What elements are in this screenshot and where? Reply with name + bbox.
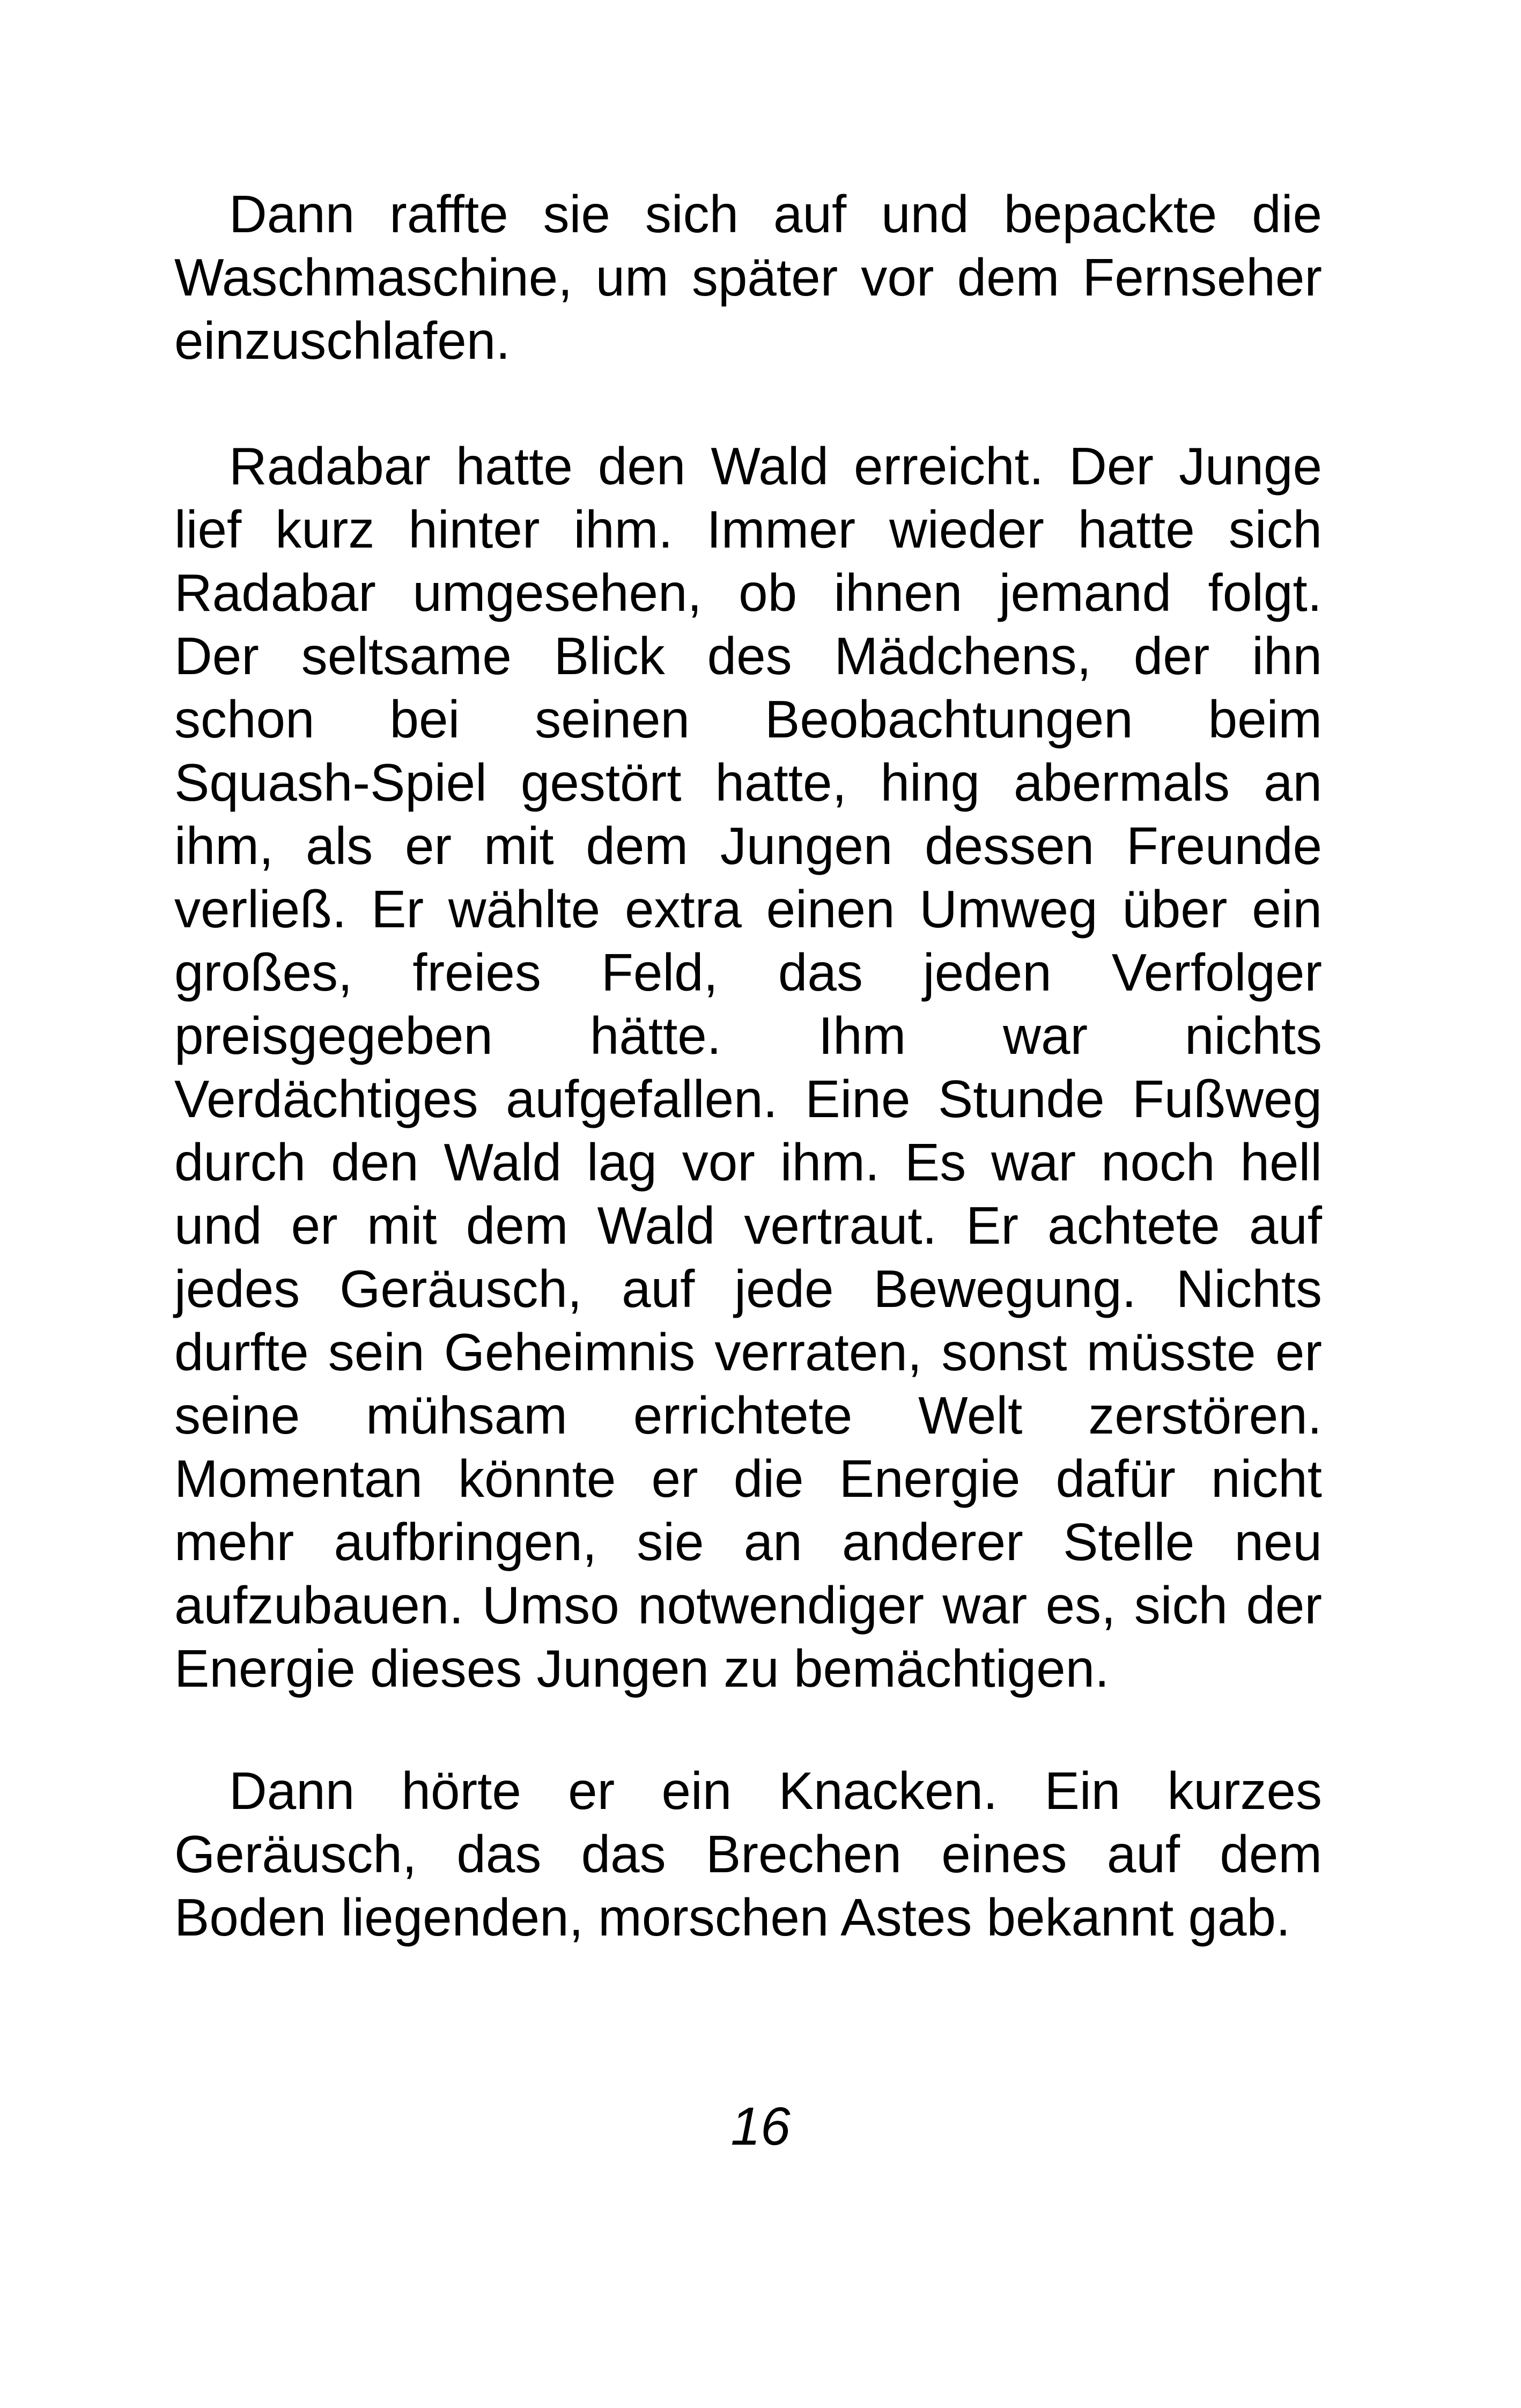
text-line: seine mühsam errichtete Welt zerstören. (174, 1386, 1322, 1445)
page-number: 16 (730, 2096, 791, 2156)
text-line: lief kurz hinter ihm. Immer wieder hatte sich (174, 500, 1322, 559)
text-line: Verdächtiges aufgefallen. Eine Stunde Fußweg (174, 1069, 1322, 1128)
text-line: Der seltsame Blick des Mädchens, der ihn (174, 626, 1322, 685)
text-line: preisgegeben hätte. Ihm war nichts (174, 1006, 1322, 1065)
text-line: durch den Wald lag vor ihm. Es war noch hell (174, 1133, 1322, 1192)
text-line: verließ. Er wählte extra einen Umweg über ein (174, 880, 1322, 939)
text-line: durfte sein Geheimnis verraten, sonst müsste er (174, 1323, 1322, 1382)
text-line: Radabar hatte den Wald erreicht. Der Junge (229, 437, 1322, 496)
text-line: jedes Geräusch, auf jede Bewegung. Nichts (174, 1259, 1322, 1318)
text-line: Boden liegenden, morschen Astes bekannt gab. (174, 1888, 1291, 1947)
paragraph-1 (174, 182, 1322, 372)
text-line: Waschmaschine, um später vor dem Fernseher (174, 248, 1322, 307)
paragraph-2 (174, 434, 1322, 1700)
text-line: aufzubauen. Umso notwendiger war es, sich der (174, 1576, 1322, 1635)
text-line: mehr aufbringen, sie an anderer Stelle neu (174, 1512, 1322, 1571)
text-line: Dann raffte sie sich auf und bepackte die (229, 184, 1322, 243)
paragraph-3 (174, 1759, 1322, 1949)
text-line: einzuschlafen. (174, 311, 511, 370)
text-line: und er mit dem Wald vertraut. Er achtete auf (174, 1196, 1322, 1255)
text-line: großes, freies Feld, das jeden Verfolger (174, 943, 1322, 1002)
text-line: Energie dieses Jungen zu bemächtigen. (174, 1639, 1110, 1698)
text-line: Momentan könnte er die Energie dafür nicht (174, 1449, 1322, 1508)
text-line: ihm, als er mit dem Jungen dessen Freunde (174, 816, 1322, 875)
text-line: Dann hörte er ein Knacken. Ein kurzes (229, 1761, 1322, 1820)
text-line: Radabar umgesehen, ob ihnen jemand folgt. (174, 563, 1322, 622)
text-line: Geräusch, das das Brechen eines auf dem (174, 1825, 1322, 1883)
text-line: schon bei seinen Beobachtungen beim (174, 690, 1322, 749)
text-line: Squash-Spiel gestört hatte, hing abermals an (174, 753, 1322, 812)
